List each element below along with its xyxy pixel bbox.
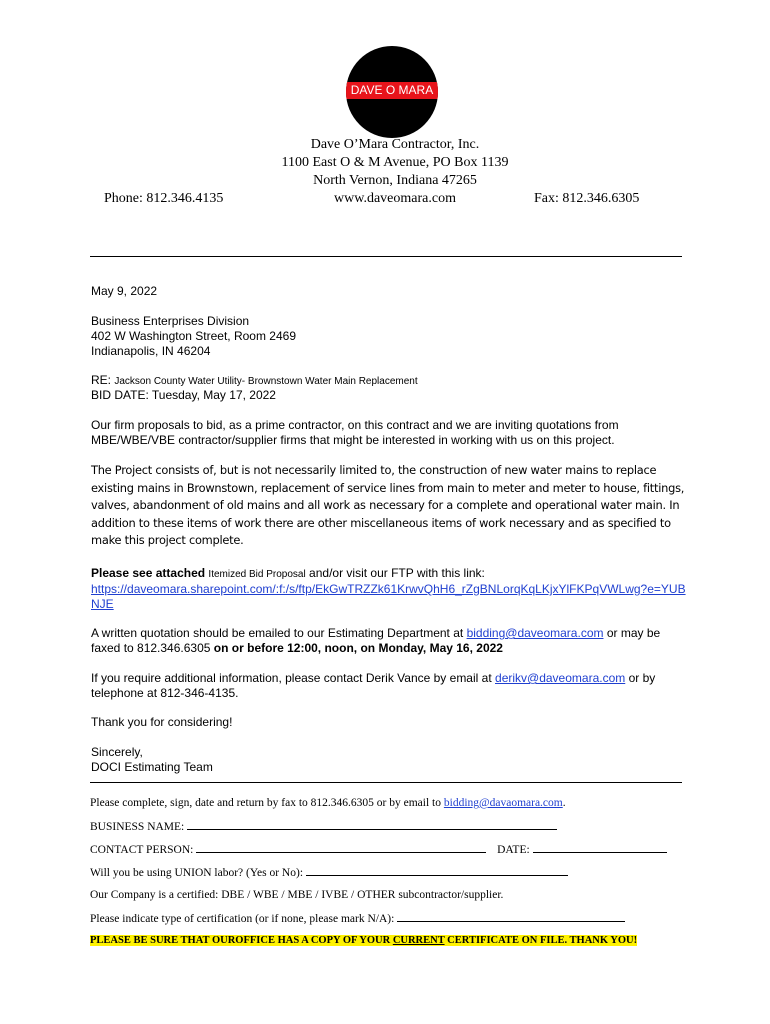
contact-paragraph bbox=[91, 671, 681, 701]
business-name-field[interactable] bbox=[187, 819, 557, 830]
certified-line: Our Company is a certified: DBE / WBE / MBE / IVBE / OTHER subcontractor/supplier. bbox=[90, 889, 504, 901]
date-label: DATE: bbox=[497, 844, 530, 856]
form-instruction-end: . bbox=[562, 797, 566, 809]
recipient-line: 402 W Washington Street, Room 2469 bbox=[91, 329, 296, 343]
warning-text bbox=[90, 935, 637, 946]
recipient-line: Business Enterprises Division bbox=[91, 314, 250, 328]
thanks-line: Thank you for considering! bbox=[91, 715, 233, 729]
attachment-paragraph bbox=[91, 566, 687, 612]
ftp-link[interactable]: https://daveomara.sharepoint.com/:f:/s/ftp/EkGwTRZZk61KrwvQhH6_rZgBNLorqKqLKjxYlFKPqVWLwg?e=YUBNJE bbox=[91, 582, 686, 611]
form-instruction bbox=[90, 796, 566, 810]
quote-fax-text: or may be faxed to 812.346.6305 bbox=[91, 626, 661, 655]
contact-email-link[interactable]: derikv@daveomara.com bbox=[495, 671, 626, 685]
logo-text: DAVE O MARA bbox=[346, 82, 438, 99]
business-name-label: BUSINESS NAME: bbox=[90, 821, 185, 833]
re-subject: Jackson County Water Utility- Brownstown Water Main Replacement bbox=[114, 376, 418, 387]
company-website: www.daveomara.com bbox=[334, 191, 456, 206]
union-label: Will you be using UNION labor? (Yes or No): bbox=[90, 867, 304, 879]
contact-person-row bbox=[90, 842, 667, 857]
project-paragraph: The Project consists of, but is not necessarily limited to, the construction of new water mains to replace existing mains in Brownstown, replacement of service lines from main to meter and meter to house, fittings, valves, abandonment of old mains and all work as necessary for a complete and operational water main. In addition to these items of work there are other miscellaneous items of work necessary and as specified to make this project complete. bbox=[91, 463, 685, 547]
business-name-row bbox=[90, 819, 557, 834]
bid-date: BID DATE: Tuesday, May 17, 2022 bbox=[91, 388, 276, 402]
union-field[interactable] bbox=[306, 865, 568, 876]
warning-current: CURRENT bbox=[392, 935, 445, 946]
date-field[interactable] bbox=[533, 842, 667, 853]
contact-text: If you require additional information, please contact Derik Vance by email at bbox=[91, 671, 492, 685]
closing: Sincerely, bbox=[91, 745, 143, 759]
cert-type-field[interactable] bbox=[397, 911, 625, 922]
warning-post: CERTIFICATE ON FILE. THANK YOU! bbox=[447, 935, 638, 946]
cert-type-label: Please indicate type of certification (or if none, please mark N/A): bbox=[90, 913, 395, 925]
form-email-link[interactable]: bidding@davaomara.com bbox=[443, 797, 563, 809]
contact-person-label: CONTACT PERSON: bbox=[90, 844, 194, 856]
company-address-line1: 1100 East O & M Avenue, PO Box 1139 bbox=[281, 155, 509, 170]
company-name: Dave O’Mara Contractor, Inc. bbox=[310, 137, 480, 152]
contact-phone-text: or by telephone at 812-346-4135. bbox=[91, 671, 656, 700]
subject-line bbox=[91, 373, 418, 389]
attached-doc: Itemized Bid Proposal bbox=[208, 569, 306, 580]
attached-rest: and/or visit our FTP with this link: bbox=[309, 566, 485, 580]
company-phone: Phone: 812.346.4135 bbox=[104, 191, 224, 206]
intro-paragraph: Our firm proposals to bid, as a prime contractor, on this contract and we are inviting quotations from MBE/WBE/VBE contractor/supplier firms that might be interested in working with us on this project. bbox=[91, 418, 619, 447]
contact-person-field[interactable] bbox=[196, 842, 486, 853]
company-address-line2: North Vernon, Indiana 47265 bbox=[313, 173, 477, 188]
quote-deadline: on or before 12:00, noon, on Monday, May 16, 2022 bbox=[213, 641, 503, 655]
company-logo bbox=[346, 46, 438, 138]
recipient-line: Indianapolis, IN 46204 bbox=[91, 344, 211, 358]
cert-type-row bbox=[90, 911, 625, 926]
certificate-warning bbox=[90, 933, 637, 948]
recipient-address bbox=[91, 314, 296, 359]
signature: DOCI Estimating Team bbox=[91, 760, 213, 774]
header-divider bbox=[90, 256, 682, 257]
estimating-email-link[interactable]: bidding@daveomara.com bbox=[466, 626, 604, 640]
form-divider bbox=[90, 782, 682, 783]
re-label: RE: bbox=[91, 373, 112, 387]
form-instruction-text: Please complete, sign, date and return by fax to 812.346.6305 or by email to bbox=[90, 797, 441, 809]
letter-date: May 9, 2022 bbox=[91, 284, 158, 298]
company-fax: Fax: 812.346.6305 bbox=[534, 191, 640, 206]
quote-text: A written quotation should be emailed to our Estimating Department at bbox=[91, 626, 464, 640]
attached-bold: Please see attached bbox=[91, 566, 206, 580]
quotation-paragraph bbox=[91, 626, 681, 656]
warning-pre: PLEASE BE SURE THAT OUROFFICE HAS A COPY OF YOUR bbox=[90, 935, 391, 946]
union-row bbox=[90, 865, 568, 880]
